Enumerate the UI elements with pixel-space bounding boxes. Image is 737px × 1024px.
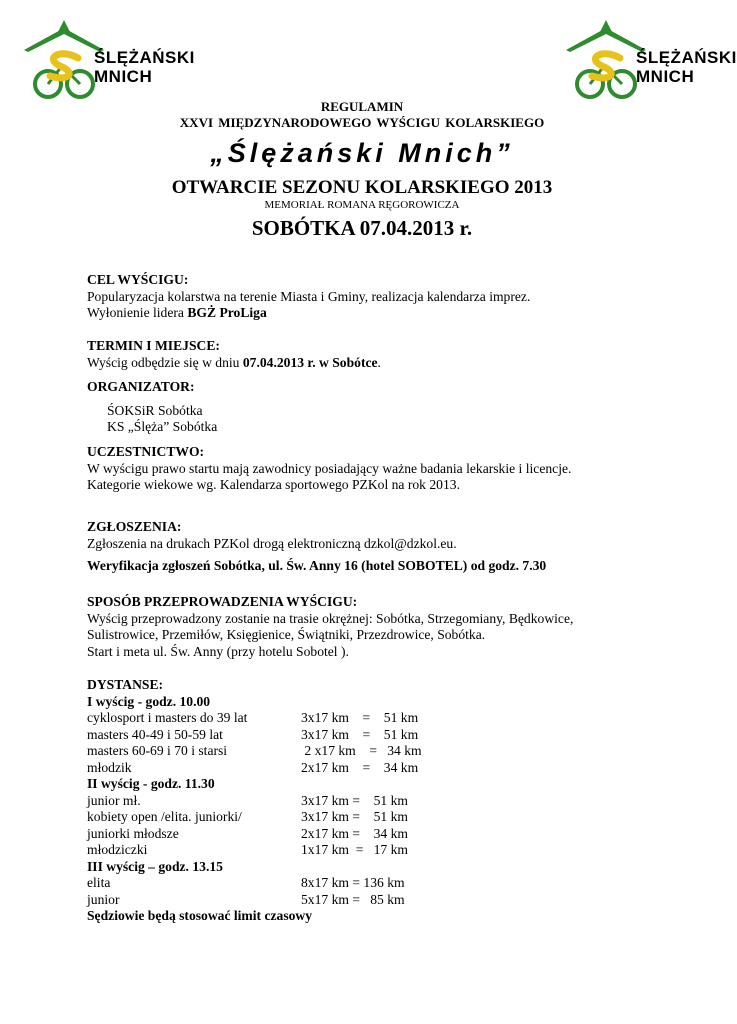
distance: 8x17 km = 136 km: [301, 875, 405, 890]
category: cyklosport i masters do 39 lat: [87, 710, 248, 725]
cel-line2-prefix: Wyłonienie lidera: [87, 305, 188, 320]
race2-heading: II wyścig - godz. 11.30: [87, 776, 215, 791]
category: junior: [87, 891, 120, 907]
race-name: „Ślężański Mnich”: [210, 138, 514, 168]
event-title: OTWARCIE SEZONU KOLARSKIEGO 2013: [171, 177, 553, 198]
race1-heading: I wyścig - godz. 10.00: [87, 693, 211, 709]
distance-row: [87, 826, 707, 843]
category: juniorki młodsze: [87, 825, 179, 841]
distance-row: [87, 743, 707, 760]
logo-line2: MNICH: [636, 67, 695, 86]
uczestnictwo-line1: W wyścigu prawo startu mają zawodnicy posiadający ważne badania lekarskie i licencje.: [87, 460, 572, 476]
section-organizator: [87, 379, 217, 436]
section-heading: ORGANIZATOR:: [87, 379, 195, 394]
doc-subtitle: XXVI MIĘDZYNARODOWEGO WYŚCIGU KOLARSKIEGO: [179, 115, 545, 130]
route-line1: Wyścig przeprowadzony zostanie na trasie okrężnej: Sobótka, Strzegomiany, Będkowice,: [87, 610, 574, 626]
section-uczestnictwo: [87, 444, 571, 494]
route-line3: Start i meta ul. Św. Anny (przy hotelu Sobotel ).: [87, 643, 349, 659]
category: kobiety open /elita. juniorki/: [87, 809, 242, 824]
distance-row: [87, 710, 707, 727]
section-heading: CEL WYŚCIGU:: [87, 272, 189, 287]
section-heading: TERMIN I MIEJSCE:: [87, 338, 220, 353]
distance: 3x17 km = 51 km: [301, 809, 408, 824]
logo-line1: ŚLĘŻAŃSKI: [94, 48, 195, 67]
distance: 5x17 km = 85 km: [301, 891, 405, 907]
section-termin: [87, 338, 381, 371]
section-dystanse: [87, 677, 707, 925]
distance: 2x17 km = 34 km: [301, 759, 419, 775]
uczestnictwo-line2: Kategorie wiekowe wg. Kalendarza sportowego PZKol na rok 2013.: [87, 477, 460, 492]
termin-line: [87, 355, 381, 372]
memorial-title: MEMORIAŁ ROMANA RĘGOROWICZA: [264, 199, 460, 211]
doc-regulamin: REGULAMIN: [320, 99, 404, 114]
distance: 2x17 km = 34 km: [301, 825, 408, 841]
organizer-2: KS „Ślęża” Sobótka: [107, 419, 218, 434]
zgloszenia-line1: Zgłoszenia na drukach PZKol drogą elektroniczną dzkol@dzkol.eu.: [87, 535, 457, 551]
proliga-name: BGŻ ProLiga: [187, 305, 267, 320]
category: masters 60-69 i 70 i starsi: [87, 743, 228, 758]
section-cel: [87, 272, 530, 322]
cel-line2: [87, 305, 530, 322]
section-heading: UCZESTNICTWO:: [87, 444, 205, 459]
logo-right: [562, 14, 737, 100]
distance-row: [87, 875, 707, 892]
logo-line1: ŚLĘŻAŃSKI: [636, 48, 737, 67]
category: junior mł.: [87, 792, 141, 808]
logo-left: [20, 14, 195, 100]
termin-prefix: Wyścig odbędzie się w dniu: [87, 354, 243, 370]
distance-row: [87, 760, 707, 777]
section-heading: DYSTANSE:: [87, 677, 164, 692]
cel-line1: Popularyzacja kolarstwa na terenie Miasta i Gminy, realizacja kalendarza imprez.: [87, 288, 531, 304]
logo-text: [94, 48, 195, 86]
section-sposob: [87, 594, 573, 660]
logo-text: [636, 48, 737, 86]
organizer-1: ŚOKSiR Sobótka: [107, 402, 203, 418]
route-line2: Sulistrowice, Przemiłów, Księgienice, Świątniki, Przezdrowice, Sobótka.: [87, 627, 486, 642]
place-date: SOBÓTKA 07.04.2013 r.: [251, 216, 473, 240]
section-heading: SPOSÓB PRZEPROWADZENIA WYŚCIGU:: [87, 594, 358, 609]
race3-heading: III wyścig – godz. 13.15: [87, 858, 223, 874]
distance: 2 x17 km = 34 km: [301, 743, 422, 758]
distance: 1x17 km = 17 km: [301, 842, 408, 857]
distance-row: [87, 842, 707, 859]
distance: 3x17 km = 51 km: [301, 726, 419, 742]
category: elita: [87, 875, 111, 890]
time-limit-note: Sędziowie będą stosować limit czasowy: [87, 908, 313, 923]
section-zgloszenia: [87, 519, 546, 575]
distance: 3x17 km = 51 km: [301, 710, 419, 725]
category: młodziczki: [87, 842, 148, 857]
section-heading: ZGŁOSZENIA:: [87, 519, 182, 534]
logo-line2: MNICH: [94, 67, 153, 86]
distance-row: [87, 793, 707, 810]
category: młodzik: [87, 759, 132, 775]
distance-row: [87, 727, 707, 744]
category: masters 40-49 i 50-59 lat: [87, 726, 223, 742]
distance-row: [87, 892, 707, 909]
termin-date-place: 07.04.2013 r. w Sobótce: [242, 354, 378, 370]
weryfikacja-line: Weryfikacja zgłoszeń Sobótka, ul. Św. Anny 16 (hotel SOBOTEL) od godz. 7.30: [87, 558, 547, 573]
termin-suffix: .: [377, 354, 381, 370]
distance: 3x17 km = 51 km: [301, 792, 408, 808]
distance-row: [87, 809, 707, 826]
